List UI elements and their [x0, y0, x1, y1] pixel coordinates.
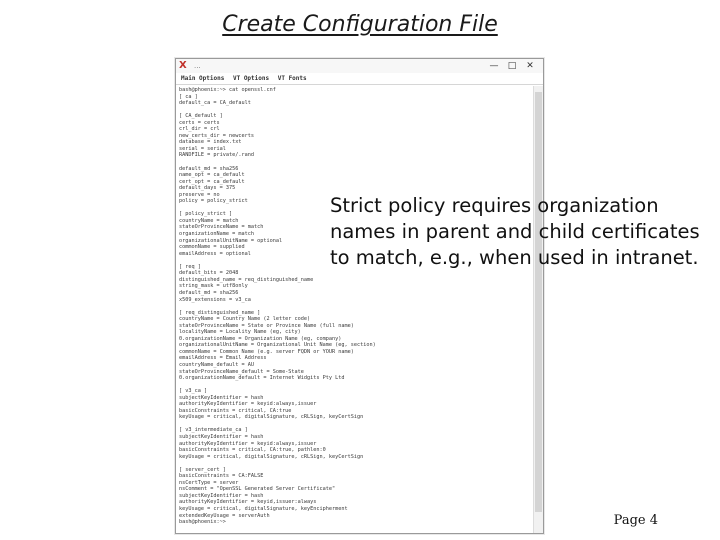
terminal-line: cert_opt = ca_default — [179, 178, 245, 185]
slide-title-text: Create Configuration File — [222, 12, 498, 37]
terminal-line: [ server_cert ] — [179, 466, 226, 473]
terminal-line: localityName = Locality Name (eg, city) — [179, 329, 301, 336]
terminal-line: bash@phoenix:~> — [179, 519, 226, 526]
terminal-line: basicConstraints = critical, CA:true — [179, 407, 292, 414]
terminal-line: policy = policy_strict — [179, 198, 248, 205]
window-titlebar[interactable] — [176, 59, 543, 73]
menu-bar — [176, 73, 543, 85]
terminal-line: [ v3_ca ] — [179, 388, 208, 395]
terminal-line: RANDFILE = private/.rand — [179, 152, 254, 159]
terminal-line: serial = serial — [179, 145, 226, 152]
slide-title — [0, 12, 720, 37]
x-app-icon[interactable]: X — [179, 60, 187, 71]
terminal-line: new_certs_dir = newcerts — [179, 132, 254, 139]
terminal-line: x509_extensions = v3_ca — [179, 296, 251, 303]
maximize-icon[interactable]: □ — [507, 61, 517, 71]
terminal-line: [ v3_intermediate_ca ] — [179, 427, 248, 434]
terminal-line: keyUsage = critical, digitalSignature, keyEncipherment — [179, 506, 348, 512]
terminal-line: [ policy_strict ] — [179, 211, 233, 218]
minimize-icon[interactable]: — — [489, 61, 499, 71]
terminal-line: authorityKeyIdentifier = keyid,issuer:always — [179, 499, 317, 506]
terminal-line: preserve = no — [179, 191, 220, 198]
terminal-line: default_bits = 2048 — [179, 270, 239, 277]
window-controls — [485, 59, 539, 73]
menu-main-options[interactable]: Main Options — [181, 75, 225, 82]
scrollbar-thumb[interactable] — [535, 92, 542, 512]
terminal-scrollbar[interactable] — [533, 86, 543, 533]
terminal-line: default_days = 375 — [179, 185, 236, 192]
terminal-line: certs = certs — [179, 119, 220, 126]
terminal-line: organizationalUnitName = optional — [179, 237, 283, 244]
terminal-line: bash@phoenix:~> cat openssl.cnf — [179, 87, 276, 93]
callout-text: Strict policy requires organization names in parent and child certificates to match, e.g., when used in intranet. — [330, 194, 700, 269]
terminal-line: 0.organizationName = Organization Name (eg, company) — [179, 335, 342, 342]
terminal-line: basicConstraints = CA:FALSE — [179, 473, 264, 480]
menu-vt-options[interactable]: VT Options — [232, 75, 270, 82]
terminal-line: stateOrProvinceName = State or Province Name (full name) — [179, 322, 354, 329]
terminal-line: commonName = Common Name (e.g. server FQDN or YOUR name) — [179, 348, 354, 355]
window-title: ... — [194, 62, 201, 70]
terminal-line: default_ca = CA_default — [179, 100, 251, 107]
terminal-line: string_mask = utf8only — [179, 283, 248, 290]
terminal-line: stateOrProvinceName_default = Some-State — [179, 368, 304, 375]
terminal-line: emailAddress = Email Address — [179, 355, 267, 362]
terminal-line: database = index.txt — [179, 139, 242, 146]
terminal-line: default_md = sha256 — [179, 165, 239, 172]
terminal-window[interactable] — [175, 58, 544, 534]
terminal-line: countryName = match — [179, 217, 239, 224]
terminal-line: authorityKeyIdentifier = keyid:always,issuer — [179, 440, 317, 447]
terminal-line: countryName = Country Name (2 letter code) — [179, 316, 311, 323]
terminal-line: basicConstraints = critical, CA:true, pathlen:0 — [179, 447, 326, 454]
terminal-line: emailAddress = optional — [179, 250, 251, 257]
terminal-line: distinguished_name = req_distinguished_name — [179, 276, 314, 283]
terminal-line: subjectKeyIdentifier = hash — [179, 492, 264, 499]
terminal-line: organizationalUnitName = Organizational Unit Name (eg, section) — [179, 342, 376, 349]
terminal-line: keyUsage = critical, digitalSignature, cRLSign, keyCertSign — [179, 453, 364, 460]
terminal-line: name_opt = ca_default — [179, 172, 245, 179]
terminal-line: extendedKeyUsage = serverAuth — [179, 512, 270, 519]
terminal-line: countryName_default = AU — [179, 361, 254, 368]
terminal-line: [ req_distinguished_name ] — [179, 309, 261, 316]
menu-vt-fonts[interactable]: VT Fonts — [277, 75, 307, 82]
terminal-line: authorityKeyIdentifier = keyid:always,issuer — [179, 401, 317, 408]
page-number: Page 4 — [613, 513, 658, 528]
terminal-line: nsCertType = server — [179, 479, 239, 486]
terminal-line: commonName = supplied — [179, 244, 245, 251]
terminal-line: nsComment = "OpenSSL Generated Server Certificate" — [179, 486, 336, 493]
close-icon[interactable]: ✕ — [526, 61, 534, 71]
terminal-line: crl_dir = crl — [179, 126, 220, 133]
terminal-line: 0.organizationName_default = Internet Widgits Pty Ltd — [179, 375, 345, 382]
terminal-line: organizationName = match — [179, 231, 254, 238]
terminal-output[interactable] — [176, 86, 533, 533]
terminal-line: stateOrProvinceName = match — [179, 224, 264, 231]
terminal-line: subjectKeyIdentifier = hash — [179, 394, 264, 401]
terminal-line: [ ca ] — [179, 93, 198, 100]
terminal-line: default_md = sha256 — [179, 289, 239, 296]
terminal-line: subjectKeyIdentifier = hash — [179, 433, 264, 440]
terminal-line: [ CA_default ] — [179, 113, 223, 120]
terminal-line: [ req ] — [179, 263, 201, 270]
terminal-line: keyUsage = critical, digitalSignature, cRLSign, keyCertSign — [179, 414, 364, 421]
